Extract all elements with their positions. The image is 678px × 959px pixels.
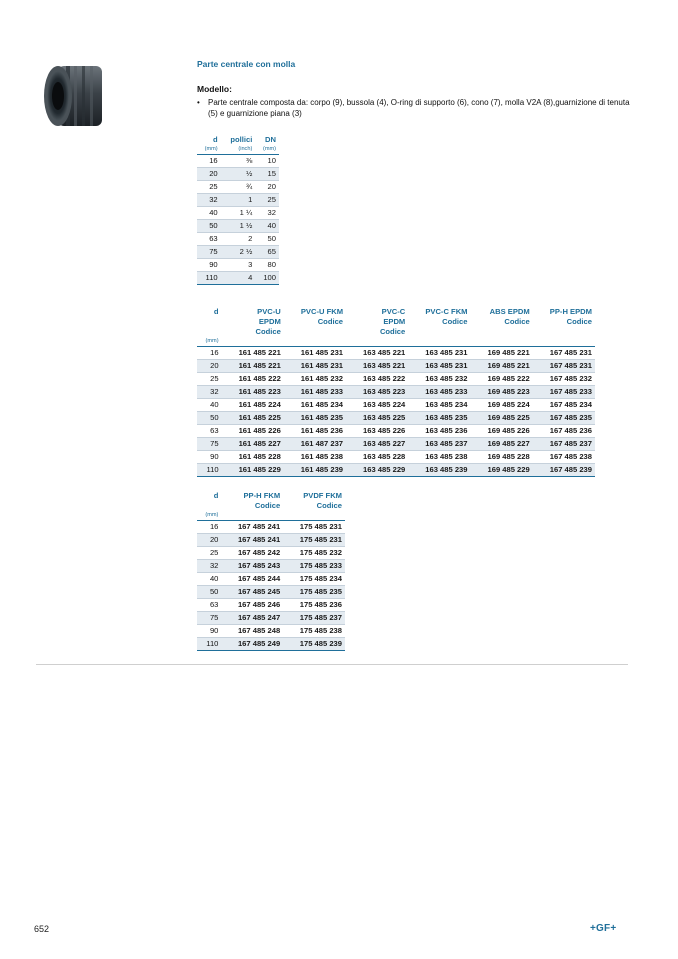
cell-diameter: 50	[197, 220, 221, 233]
cell-value: 167 485 245	[221, 586, 283, 599]
cell-value: 161 485 222	[238, 374, 281, 383]
table-row	[197, 386, 595, 399]
cell-value: 161 485 234	[300, 400, 344, 409]
product-image	[38, 60, 110, 132]
cell-diameter: 16	[209, 522, 219, 531]
code-table-main	[197, 307, 595, 477]
cell-value: 2 ½	[221, 246, 256, 259]
model-description-text: Parte centrale composta da: corpo (9), bussola (4), O-ring di supporto (6), cono (7), molla V2A (8),guarnizione di tenuta (5) e guarnizione piana (3)	[208, 98, 630, 118]
cell-value: 167 485 241	[221, 534, 283, 547]
page-number: 652	[34, 924, 50, 934]
cell-value: 161 485 227	[222, 438, 284, 451]
cell-value: 169 485 229	[471, 464, 533, 477]
cell-diameter: 40	[210, 400, 219, 409]
col-unit-d: (mm)	[197, 145, 221, 155]
col-unit-d: (mm)	[197, 337, 222, 347]
cell-diameter: 50	[197, 412, 222, 425]
table-row	[197, 272, 279, 285]
cell-value: 167 485 248	[237, 626, 281, 635]
cell-value: 167 485 249	[221, 638, 283, 651]
table-row	[197, 425, 595, 438]
cell-diameter: 110	[197, 464, 222, 477]
table-row	[197, 438, 595, 451]
table-row	[197, 599, 345, 612]
cell-diameter: 32	[197, 386, 222, 399]
cell-diameter: 20	[197, 168, 221, 181]
table-row	[197, 638, 345, 651]
table-row	[197, 194, 279, 207]
cell-value: 161 485 232	[300, 374, 344, 383]
cell-diameter: 25	[209, 182, 218, 191]
table-row	[197, 259, 279, 272]
table-row	[197, 412, 595, 425]
cell-value: 167 485 247	[221, 612, 283, 625]
cell-value: 1 ¼	[239, 208, 253, 217]
cell-value: 161 485 221	[238, 348, 281, 357]
table-row	[197, 625, 345, 638]
table-row	[197, 373, 595, 386]
cell-value: 175 485 236	[299, 600, 342, 609]
cell-value: 169 485 221	[471, 360, 533, 373]
cell-value: 65	[255, 246, 279, 259]
cell-value: 32	[267, 208, 276, 217]
code-table-secondary-body	[197, 521, 345, 651]
cell-value: 161 485 236	[300, 426, 344, 435]
model-description	[197, 97, 637, 119]
cell-value: 163 485 226	[363, 426, 406, 435]
cell-value: 161 485 239	[284, 464, 346, 477]
cell-diameter: 63	[210, 426, 219, 435]
cell-value: 169 485 221	[487, 348, 530, 357]
cell-value: 163 485 227	[346, 438, 408, 451]
section-title: Parte centrale con molla	[197, 59, 296, 69]
cell-value: 163 485 231	[408, 360, 470, 373]
cell-value: 175 485 231	[299, 522, 342, 531]
col-header-abs-epdm: ABS EPDM Codice	[489, 307, 530, 326]
cell-diameter: 75	[197, 246, 221, 259]
table-row	[197, 233, 279, 246]
code-table-main-body	[197, 347, 595, 477]
table-row	[197, 347, 595, 360]
cell-value: 169 485 227	[471, 438, 533, 451]
cell-value: 161 485 226	[238, 426, 281, 435]
cell-value: 161 485 225	[222, 412, 284, 425]
table-row	[197, 181, 279, 194]
cell-diameter: 90	[210, 452, 219, 461]
cell-value: 163 485 224	[363, 400, 406, 409]
size-table	[197, 135, 279, 285]
cell-value: 175 485 231	[283, 534, 345, 547]
cell-value: 169 485 224	[487, 400, 530, 409]
bullet-icon: •	[197, 98, 200, 107]
cell-value: 163 485 239	[408, 464, 470, 477]
cell-value: 163 485 223	[346, 386, 408, 399]
cell-value: 161 485 223	[222, 386, 284, 399]
cell-value: 1	[221, 194, 256, 207]
cell-value: ⅜	[246, 156, 253, 165]
table-row	[197, 586, 345, 599]
cell-diameter: 20	[197, 360, 222, 373]
cell-value: 163 485 236	[425, 426, 468, 435]
divider	[36, 664, 628, 665]
cell-value: 163 485 233	[408, 386, 470, 399]
cell-value: 161 485 231	[300, 348, 344, 357]
col-header-d: d	[213, 491, 219, 500]
cell-value: 1 ½	[221, 220, 256, 233]
col-header-pph-fkm: PP-H FKM Codice	[243, 491, 281, 510]
cell-value: 175 485 237	[283, 612, 345, 625]
cell-value: 4	[221, 272, 256, 285]
cell-value: 163 485 231	[425, 348, 468, 357]
cell-value: 169 485 222	[487, 374, 530, 383]
cell-value: 163 485 232	[425, 374, 468, 383]
cell-value: 161 485 228	[238, 452, 281, 461]
cell-value: 175 485 235	[283, 586, 345, 599]
col-header-pvcu-fkm: PVC-U FKM Codice	[300, 307, 344, 326]
cell-value: 167 485 239	[533, 464, 595, 477]
table-row	[197, 246, 279, 259]
cell-value: 161 485 224	[238, 400, 281, 409]
cell-value: 175 485 239	[283, 638, 345, 651]
cell-value: 161 485 233	[284, 386, 346, 399]
cell-value: 167 485 232	[549, 374, 592, 383]
cell-value: 175 485 233	[283, 560, 345, 573]
cell-value: 169 485 225	[471, 412, 533, 425]
col-unit-d: (mm)	[197, 511, 221, 521]
cell-diameter: 20	[197, 534, 221, 547]
cell-value: 40	[255, 220, 279, 233]
cell-value: 20	[267, 182, 276, 191]
cell-value: 15	[255, 168, 279, 181]
table-row	[197, 534, 345, 547]
cell-value: 167 485 243	[221, 560, 283, 573]
col-header-pollici: pollici	[230, 135, 253, 144]
cell-value: 163 485 237	[408, 438, 470, 451]
cell-value: 163 485 228	[363, 452, 406, 461]
cell-diameter: 110	[197, 272, 221, 285]
cell-value: 163 485 235	[408, 412, 470, 425]
cell-diameter: 50	[197, 586, 221, 599]
cell-diameter: 90	[209, 626, 219, 635]
code-table-secondary	[197, 491, 345, 651]
table-row	[197, 547, 345, 560]
cell-value: 163 485 234	[425, 400, 468, 409]
cell-value: 161 485 229	[222, 464, 284, 477]
cell-value: 161 485 238	[300, 452, 344, 461]
cell-diameter: 25	[209, 548, 219, 557]
col-unit-pollici: (inch)	[221, 145, 256, 155]
cell-diameter: 40	[209, 208, 218, 217]
cell-diameter: 63	[209, 600, 219, 609]
cell-value: 161 485 221	[222, 360, 284, 373]
cell-diameter: 40	[209, 574, 219, 583]
col-header-pvcc-epdm: PVC-C EPDM Codice	[379, 307, 406, 336]
table-row	[197, 168, 279, 181]
cell-value: 167 485 231	[549, 348, 592, 357]
table-row	[197, 220, 279, 233]
cell-value: 167 485 242	[237, 548, 281, 557]
col-header-dn: DN	[265, 135, 276, 144]
cell-value: 25	[255, 194, 279, 207]
cell-value: 169 485 228	[487, 452, 530, 461]
cell-value: 163 485 221	[346, 360, 408, 373]
cell-value: 10	[267, 156, 276, 165]
cell-diameter: 32	[197, 194, 221, 207]
cell-value: 163 485 222	[363, 374, 406, 383]
cell-value: 167 485 235	[533, 412, 595, 425]
cell-value: 167 485 241	[237, 522, 281, 531]
table-row	[197, 360, 595, 373]
cell-value: 2	[248, 234, 253, 243]
table-row	[197, 399, 595, 412]
table-row	[197, 464, 595, 477]
cell-value: 163 485 221	[363, 348, 406, 357]
table-row	[197, 560, 345, 573]
table-row	[197, 521, 345, 534]
cell-value: 167 485 231	[533, 360, 595, 373]
cell-value: 161 485 231	[284, 360, 346, 373]
cell-value: 100	[255, 272, 279, 285]
cell-value: 167 485 234	[549, 400, 592, 409]
table-row	[197, 155, 279, 168]
col-header-d: d	[213, 135, 218, 144]
col-header-pph-epdm: PP-H EPDM Codice	[549, 307, 592, 326]
cell-diameter: 90	[209, 260, 218, 269]
col-header-pvcu-epdm: PVC-U EPDM Codice	[255, 307, 281, 336]
cell-value: 175 485 232	[299, 548, 342, 557]
cell-diameter: 32	[197, 560, 221, 573]
cell-value: ¾	[246, 182, 253, 191]
col-header-pvdf-fkm: PVDF FKM Codice	[303, 491, 342, 510]
col-header-pvcc-fkm: PVC-C FKM Codice	[425, 307, 468, 326]
cell-value: 163 485 225	[346, 412, 408, 425]
gf-logo: +GF+	[590, 923, 617, 934]
cell-diameter: 16	[210, 348, 219, 357]
cell-value: 50	[267, 234, 276, 243]
cell-diameter: 25	[210, 374, 219, 383]
cell-value: 167 485 238	[549, 452, 592, 461]
cell-value: 167 485 233	[533, 386, 595, 399]
table-row	[197, 612, 345, 625]
cell-value: 167 485 236	[549, 426, 592, 435]
cell-value: 169 485 223	[471, 386, 533, 399]
cell-value: 167 485 237	[533, 438, 595, 451]
model-label: Modello:	[197, 84, 232, 94]
cell-diameter: 16	[209, 156, 218, 165]
cell-value: 163 485 229	[346, 464, 408, 477]
cell-value: 175 485 234	[299, 574, 342, 583]
cell-value: 167 485 246	[237, 600, 281, 609]
cell-value: 161 487 237	[284, 438, 346, 451]
cell-diameter: 75	[197, 612, 221, 625]
col-unit-dn: (mm)	[255, 145, 279, 155]
size-table-body	[197, 155, 279, 285]
table-row	[197, 451, 595, 464]
cell-value: 163 485 238	[425, 452, 468, 461]
cell-value: 169 485 226	[487, 426, 530, 435]
col-header-d: d	[213, 307, 219, 316]
cell-value: 161 485 235	[284, 412, 346, 425]
cell-value: 175 485 238	[299, 626, 342, 635]
cell-diameter: 63	[209, 234, 218, 243]
cell-value: 167 485 244	[237, 574, 281, 583]
table-row	[197, 573, 345, 586]
cell-value: 80	[267, 260, 276, 269]
cell-value: ½	[221, 168, 256, 181]
table-row	[197, 207, 279, 220]
cell-diameter: 110	[197, 638, 221, 651]
cell-diameter: 75	[197, 438, 222, 451]
cell-value: 3	[248, 260, 253, 269]
